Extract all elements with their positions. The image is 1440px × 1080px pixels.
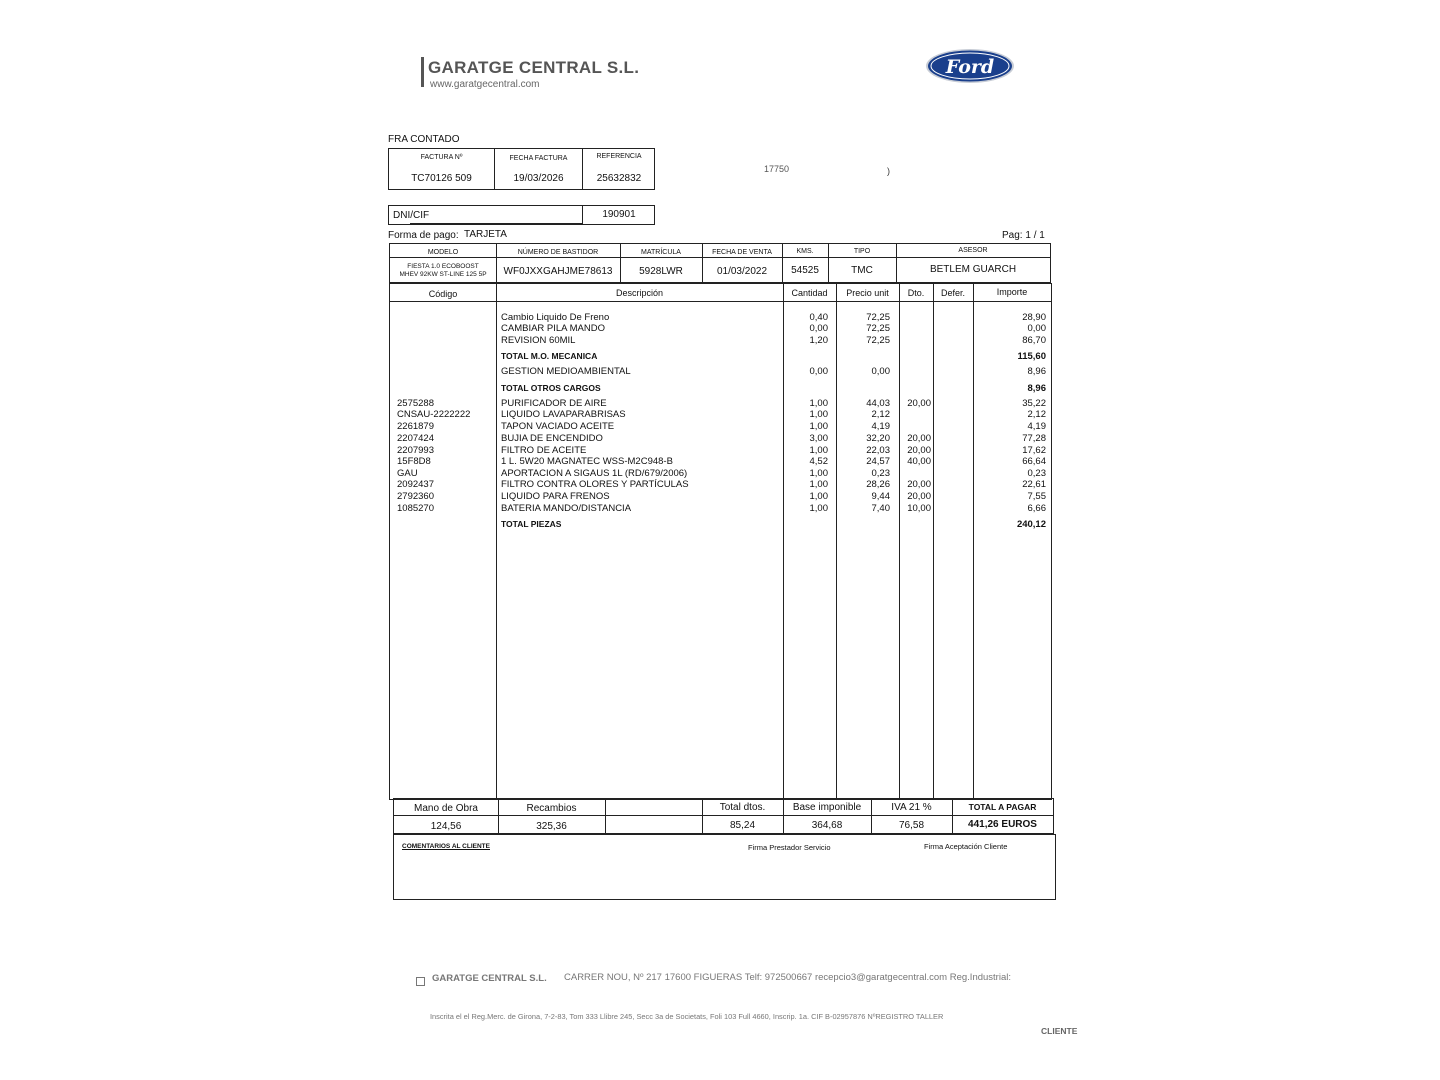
line-cantidad: 1,00 xyxy=(809,409,828,420)
line-codigo: 2792360 xyxy=(397,491,434,502)
invoice-type: FRA CONTADO xyxy=(388,134,460,145)
vehicle-matricula: 5928LWR xyxy=(639,266,683,277)
line-importe: 77,28 xyxy=(1022,433,1046,444)
line-codigo: 2207993 xyxy=(397,445,434,456)
line-cantidad: 3,00 xyxy=(809,433,828,444)
line-descripcion: TAPON VACIADO ACEITE xyxy=(501,421,615,432)
line-codigo: 2092437 xyxy=(397,479,434,490)
line-dto: 20,00 xyxy=(907,491,931,502)
line-dto: 10,00 xyxy=(907,503,931,514)
iva-label: IVA 21 % xyxy=(891,802,932,813)
vehicle-header-matricula: MATRÍCULA xyxy=(641,249,681,256)
iva-value: 76,58 xyxy=(898,820,925,831)
lines-table xyxy=(389,283,1052,800)
total-pagar-value: 441,26 EUROS xyxy=(968,819,1037,830)
line-precio: 0,00 xyxy=(871,366,890,377)
recambios-value: 325,36 xyxy=(536,821,567,832)
vehicle-tipo: TMC xyxy=(851,265,873,276)
ford-logo-icon xyxy=(925,48,1015,84)
line-descripcion: CAMBIAR PILA MANDO xyxy=(501,323,605,334)
line-importe: 66,64 xyxy=(1022,456,1046,467)
line-codigo: 15F8D8 xyxy=(397,456,431,467)
line-codigo: 1085270 xyxy=(397,503,434,514)
base-imponible-value: 364,68 xyxy=(811,820,843,831)
line-dto: 20,00 xyxy=(907,479,931,490)
page-number: Pag: 1 / 1 xyxy=(1002,230,1045,241)
line-codigo: 2575288 xyxy=(397,398,434,409)
line-cantidad: 0,00 xyxy=(809,366,828,377)
line-codigo: 2207424 xyxy=(397,433,434,444)
line-descripcion: BUJIA DE ENCENDIDO xyxy=(501,433,603,444)
pago-label: Forma de pago: xyxy=(388,230,459,241)
line-precio: 72,25 xyxy=(866,335,890,346)
line-descripcion: LIQUIDO LAVAPARABRISAS xyxy=(501,409,626,420)
line-precio: 28,26 xyxy=(866,479,890,490)
line-precio: 7,40 xyxy=(871,503,890,514)
line-precio: 72,25 xyxy=(866,323,890,334)
column-header-dto: Dto. xyxy=(907,288,925,298)
signatures-box xyxy=(393,834,1056,900)
vehicle-bastidor: WF0JXXGAHJME78613 xyxy=(503,266,613,277)
ford-logo-text: Ford xyxy=(945,56,995,78)
line-importe: 17,62 xyxy=(1022,445,1046,456)
line-precio: 32,20 xyxy=(866,433,890,444)
column-header-cantidad: Cantidad xyxy=(791,288,828,298)
comentarios-label: COMENTARIOS AL CLIENTE xyxy=(402,843,490,850)
footer-company: GARATGE CENTRAL S.L. xyxy=(432,973,547,984)
line-precio: 4,19 xyxy=(871,421,890,432)
line-descripcion: TOTAL PIEZAS xyxy=(501,519,562,529)
footer-square-icon xyxy=(416,977,425,986)
mano-obra-value: 124,56 xyxy=(430,821,462,832)
vehicle-modelo: FIESTA 1.0 ECOBOOST MHEV 92KW ST-LINE 125 5P xyxy=(399,263,487,278)
mano-obra-label: Mano de Obra xyxy=(414,803,478,814)
vehicle-header-kms: KMS. xyxy=(796,248,814,255)
line-dto: 20,00 xyxy=(907,433,931,444)
column-header-defer: Defer. xyxy=(940,288,965,298)
total-dtos-value: 85,24 xyxy=(729,820,756,831)
line-descripcion: LIQUIDO PARA FRENOS xyxy=(501,491,610,502)
line-importe: 35,22 xyxy=(1022,398,1046,409)
line-descripcion: Cambio Liquido De Freno xyxy=(501,312,610,323)
line-dto: 20,00 xyxy=(907,445,931,456)
line-precio: 24,57 xyxy=(866,456,890,467)
base-imponible-label: Base imponible xyxy=(792,802,862,813)
dni-value: 190901 xyxy=(602,209,636,220)
line-descripcion: 1 L. 5W20 MAGNATEC WSS-M2C948-B xyxy=(501,456,673,467)
column-header-importe: Importe xyxy=(996,287,1028,297)
vehicle-header-modelo: MODELO xyxy=(427,249,459,256)
line-precio: 0,23 xyxy=(871,468,890,479)
vehicle-box xyxy=(389,243,1051,283)
fecha-label: FECHA FACTURA xyxy=(509,155,568,162)
line-precio: 44,03 xyxy=(866,398,890,409)
firma-cliente-label: Firma Aceptación Cliente xyxy=(924,842,1008,851)
line-importe: 6,66 xyxy=(1027,503,1046,514)
vehicle-asesor: BETLEM GUARCH xyxy=(929,264,1017,275)
line-importe: 240,12 xyxy=(1016,519,1046,530)
line-importe: 2,12 xyxy=(1027,409,1046,420)
pago-value: TARJETA xyxy=(464,229,507,240)
line-cantidad: 0,40 xyxy=(809,312,828,323)
line-descripcion: APORTACION A SIGAUS 1L (RD/679/2006) xyxy=(501,468,688,479)
factura-value: TC70126 509 xyxy=(411,173,472,184)
line-precio: 2,12 xyxy=(871,409,890,420)
copy-label: CLIENTE xyxy=(1041,1026,1078,1036)
recambios-label: Recambios xyxy=(526,803,577,814)
customer-fragment: 17750 xyxy=(764,164,790,174)
line-importe: 86,70 xyxy=(1022,335,1046,346)
line-importe: 28,90 xyxy=(1022,312,1046,323)
dni-label: DNI/CIF xyxy=(393,210,430,221)
vehicle-fecha-venta: 01/03/2022 xyxy=(716,266,768,277)
line-descripcion: TOTAL OTROS CARGOS xyxy=(501,383,601,393)
line-precio: 22,03 xyxy=(866,445,890,456)
line-cantidad: 0,00 xyxy=(809,323,828,334)
customer-paren: ) xyxy=(887,166,890,176)
line-precio: 72,25 xyxy=(866,312,890,323)
line-descripcion: TOTAL M.O. MECANICA xyxy=(501,351,598,361)
firma-prestador-label: Firma Prestador Servicio xyxy=(748,843,831,852)
line-dto: 40,00 xyxy=(907,456,931,467)
column-header-precio: Precio unit xyxy=(846,288,889,298)
line-importe: 0,00 xyxy=(1027,323,1046,334)
footer-address: CARRER NOU, Nº 217 17600 FIGUERAS Telf: 972500667 recepcio3@garatgecentral.com Reg.Industrial: xyxy=(564,972,1011,983)
line-cantidad: 1,00 xyxy=(809,445,828,456)
line-descripcion: GESTION MEDIOAMBIENTAL xyxy=(501,366,631,377)
dni-box xyxy=(388,205,655,225)
line-codigo: 2261879 xyxy=(397,421,434,432)
line-cantidad: 1,00 xyxy=(809,468,828,479)
company-website: www.garatgecentral.com xyxy=(430,79,540,90)
total-dtos-label: Total dtos. xyxy=(719,802,766,813)
vehicle-header-tipo: TIPO xyxy=(853,248,871,255)
line-descripcion: FILTRO CONTRA OLORES Y PARTÍCULAS xyxy=(501,479,689,490)
column-header-codigo: Código xyxy=(428,289,458,299)
header-accent-bar xyxy=(421,57,424,87)
line-importe: 8,96 xyxy=(1027,366,1046,377)
referencia-value: 25632832 xyxy=(596,173,642,184)
totals-box xyxy=(393,798,1054,834)
line-descripcion: FILTRO DE ACEITE xyxy=(501,445,587,456)
referencia-label: REFERENCIA xyxy=(596,153,642,160)
footer-legal: Inscrita el el Reg.Merc. de Girona, 7-2-83, Tom 333 Llibre 245, Secc 3a de Societats, Foli 103 Full 4660, Inscrip. 1a. CIF B-02957876 NºREGISTRO TALLER xyxy=(430,1012,944,1021)
line-cantidad: 1,00 xyxy=(809,479,828,490)
line-descripcion: PURIFICADOR DE AIRE xyxy=(501,398,607,409)
line-importe: 4,19 xyxy=(1027,421,1046,432)
line-codigo: GAU xyxy=(397,468,418,479)
line-cantidad: 1,00 xyxy=(809,503,828,514)
line-importe: 0,23 xyxy=(1027,468,1046,479)
line-importe: 22,61 xyxy=(1022,479,1046,490)
line-cantidad: 4,52 xyxy=(809,456,828,467)
total-pagar-label: TOTAL A PAGAR xyxy=(968,802,1037,812)
fecha-value: 19/03/2026 xyxy=(513,173,564,184)
line-importe: 8,96 xyxy=(1027,383,1046,394)
factura-label: FACTURA Nº xyxy=(420,154,463,161)
vehicle-kms: 54525 xyxy=(791,265,819,276)
vehicle-header-bastidor: NÚMERO DE BASTIDOR xyxy=(517,249,599,256)
vehicle-header-fecha: FECHA DE VENTA xyxy=(712,249,772,256)
line-descripcion: BATERIA MANDO/DISTANCIA xyxy=(501,503,632,514)
line-precio: 9,44 xyxy=(871,491,890,502)
line-importe: 115,60 xyxy=(1017,351,1046,362)
invoice-id-box xyxy=(388,148,655,190)
vehicle-header-asesor: ASESOR xyxy=(958,247,988,254)
line-descripcion: REVISION 60MIL xyxy=(501,335,576,346)
company-name: GARATGE CENTRAL S.L. xyxy=(428,58,640,77)
column-header-descripcion: Descripción xyxy=(615,288,664,298)
line-codigo: CNSAU-2222222 xyxy=(397,409,471,420)
line-cantidad: 1,00 xyxy=(809,421,828,432)
line-importe: 7,55 xyxy=(1027,491,1046,502)
line-dto: 20,00 xyxy=(907,398,931,409)
line-cantidad: 1,00 xyxy=(809,398,828,409)
line-cantidad: 1,00 xyxy=(809,491,828,502)
line-cantidad: 1,20 xyxy=(809,335,828,346)
